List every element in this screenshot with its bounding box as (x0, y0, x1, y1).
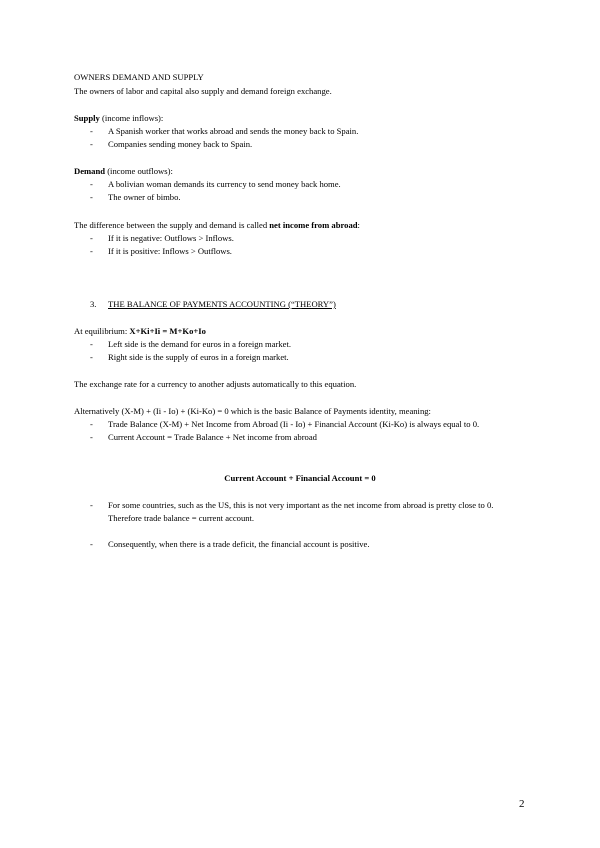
bullet-dash: - (90, 179, 93, 189)
list-item-text: If it is negative: Outflows > Inflows. (108, 233, 234, 243)
final-list (74, 499, 526, 551)
heading-owners-demand-supply: OWNERS DEMAND AND SUPPLY (74, 72, 204, 82)
demand-heading (74, 165, 526, 178)
bullet-dash: - (90, 126, 93, 136)
bullet-dash: - (90, 139, 93, 149)
list-item (74, 431, 526, 444)
list-item (74, 191, 526, 204)
list-item (74, 338, 526, 351)
bullet-dash: - (90, 192, 93, 202)
list-item-text: Companies sending money back to Spain. (108, 139, 253, 149)
supply-suffix: (income inflows): (99, 113, 164, 123)
equilibrium-formula: X+Ki+Ii = M+Ko+Io (129, 326, 206, 336)
difference-paragraph (74, 219, 526, 232)
list-item-text: The owner of bimbo. (108, 192, 181, 202)
supply-heading (74, 112, 526, 125)
exchange-rate-paragraph: The exchange rate for a currency to another adjusts automatically to this equation. (74, 379, 357, 389)
difference-bold-term: net income from abroad (269, 220, 358, 230)
list-item (74, 538, 526, 551)
page-number: 2 (519, 798, 525, 810)
list-item-text: A Spanish worker that works abroad and sends the money back to Spain. (108, 126, 359, 136)
list-item-text: Current Account = Trade Balance + Net income from abroad (108, 432, 317, 442)
centered-formula-text: Current Account + Financial Account = 0 (224, 473, 376, 483)
demand-suffix: (income outflows): (105, 166, 173, 176)
identity-list (74, 418, 526, 444)
list-item-text: Trade Balance (X-M) + Net Income from Abroad (Ii - Io) + Financial Account (Ki-Ko) is always equal to 0. (108, 419, 480, 429)
list-item (74, 232, 526, 245)
list-item-text: A bolivian woman demands its currency to send money back home. (108, 179, 341, 189)
section-title: THE BALANCE OF PAYMENTS ACCOUNTING (“THEORY”) (108, 299, 336, 309)
supply-label: Supply (74, 113, 100, 123)
list-item (74, 178, 526, 191)
bullet-dash: - (90, 500, 93, 510)
difference-suffix: : (357, 220, 360, 230)
list-item (74, 499, 526, 525)
section-3-heading (90, 298, 530, 311)
list-item-text: Right side is the supply of euros in a foreign market. (108, 352, 289, 362)
bullet-dash: - (90, 539, 93, 549)
centered-formula (74, 472, 526, 485)
bullet-dash: - (90, 233, 93, 243)
equilibrium-line (74, 325, 526, 338)
list-item (74, 138, 526, 151)
list-item-text: Left side is the demand for euros in a foreign market. (108, 339, 292, 349)
identity-paragraph: Alternatively (X-M) + (Ii - Io) + (Ki-Ko) = 0 which is the basic Balance of Payments identity, meaning: (74, 406, 431, 416)
bullet-dash: - (90, 352, 93, 362)
list-item (74, 418, 526, 431)
bullet-dash: - (90, 419, 93, 429)
equilibrium-list (74, 338, 526, 364)
list-item-text: Consequently, when there is a trade deficit, the financial account is positive. (108, 539, 370, 549)
list-item-text: For some countries, such as the US, this is not very important as the net income from abroad is pretty close to 0. Therefore trade balance = current account. (108, 500, 494, 523)
intro-paragraph: The owners of labor and capital also supply and demand foreign exchange. (74, 86, 332, 96)
supply-list (74, 125, 526, 151)
section-number: 3. (90, 299, 97, 309)
bullet-dash: - (90, 246, 93, 256)
equilibrium-prefix: At equilibrium: (74, 326, 130, 336)
demand-list (74, 178, 526, 204)
bullet-dash: - (90, 432, 93, 442)
list-item-text: If it is positive: Inflows > Outflows. (108, 246, 232, 256)
list-item (74, 125, 526, 138)
difference-list (74, 232, 526, 258)
demand-label: Demand (74, 166, 106, 176)
bullet-dash: - (90, 339, 93, 349)
list-item (74, 245, 526, 258)
list-item (74, 351, 526, 364)
difference-prefix: The difference between the supply and demand is called (74, 220, 270, 230)
